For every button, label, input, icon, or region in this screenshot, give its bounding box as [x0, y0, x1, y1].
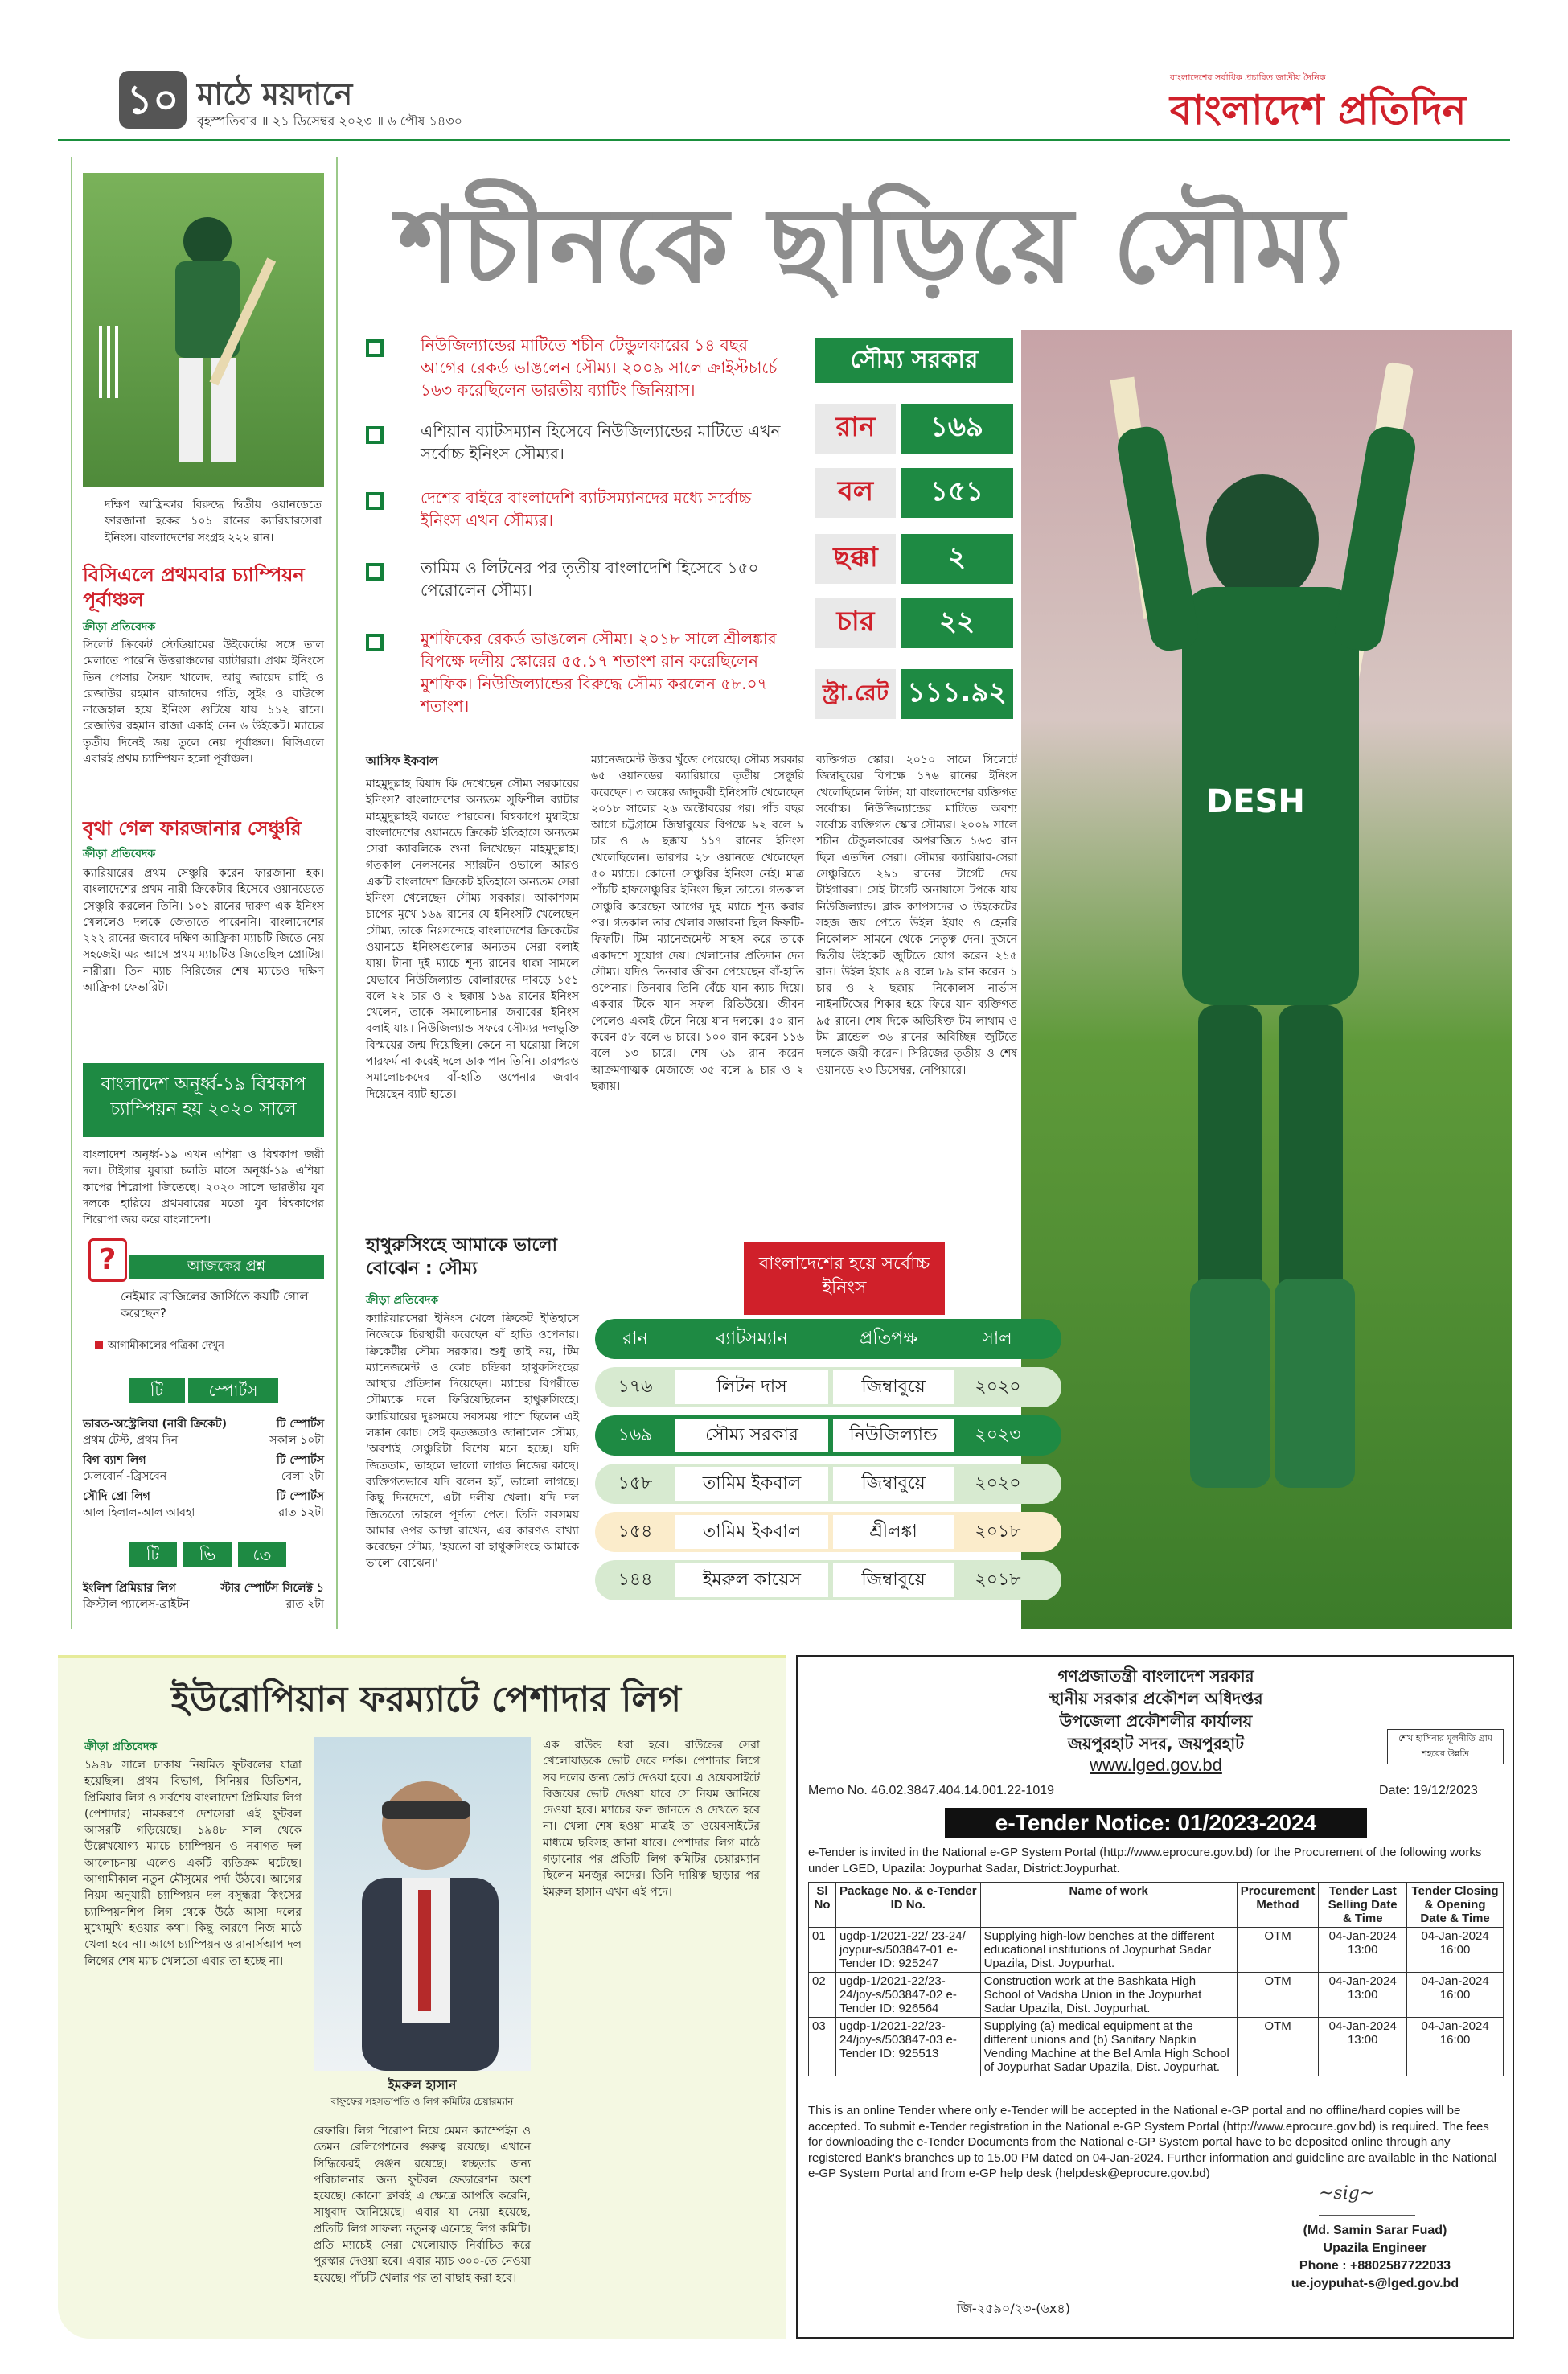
tender-slogan: শেখ হাসিনার মূলনীতি গ্রাম শহরের উন্নতি — [1387, 1729, 1504, 1764]
batsman: ইমরুল কায়েস — [675, 1563, 828, 1597]
issue-date: বৃহস্পতিবার ॥ ২১ ডিসেম্বর ২০২৩ ॥ ৬ পৌষ ১৪৩০ — [197, 113, 463, 129]
tv-time: রাত ২টা — [285, 1597, 324, 1611]
tv-program: প্রথম টেস্ট, প্রথম দিন — [83, 1433, 179, 1447]
left-photo — [83, 173, 324, 487]
th-selling: Tender Last Selling Date & Time — [1319, 1883, 1407, 1928]
tv-time: রাত ১২টা — [278, 1505, 324, 1519]
year: ২০১৮ — [975, 1569, 1021, 1590]
tv-channel: টি স্পোর্টস — [276, 1418, 324, 1431]
th-package: Package No. & e-Tender ID No. — [835, 1883, 980, 1928]
bottom-photo-caption: বাফুফের সহসভাপতি ও লিগ কমিটির চেয়ারম্যান — [330, 2096, 514, 2107]
sign-name: (Md. Samin Sarar Fuad) — [1303, 2224, 1447, 2237]
innings-row — [595, 1367, 1061, 1407]
highlight-5: মুশফিকের রেকর্ড ভাঙলেন সৌম্য। ২০১৮ সালে শ্রীলঙ্কার বিপক্ষে দলীয় স্কোরের ৫৫.১৭ শতাংশ রান করেছিলেন মুশফিক। নিউজিল্যান্ডের বিরুদ্ধে সৌম্য করলেন ৫৮.০৭ শতাংশ। — [421, 629, 777, 716]
article-byline: আসিফ ইকবাল — [366, 754, 439, 768]
stat-label: রান — [815, 404, 896, 454]
cell: Supplying (a) medical equipment at the different unions and (b) Sanitary Napkin Vending Machine at the Bel Amla High School of Joypurhat Sadar Upazila, Dist. Joypurhat. — [980, 2018, 1237, 2076]
year: ২০১৮ — [975, 1521, 1021, 1542]
u19-body: বাংলাদেশ অনূর্ধ্ব-১৯ এখন এশিয়া ও বিশ্বকাপ জয়ী দল। টাইগার যুবারা চলতি মাসে অনূর্ধ্ব-১৯ এশিয়া কাপের শিরোপা জিতেছে। ২০২০ সালে ভারতীয় যুব দলকে হারিয়ে প্রথমবারের মতো যুব বিশ্বকাপের শিরোপা জয় করে বাংলাদেশ। — [83, 1148, 324, 1227]
opponent: শ্রীলঙ্কা — [833, 1515, 954, 1549]
tender-dept: স্থানীয় সরকার প্রকৌশল অধিদপ্তর — [1049, 1689, 1263, 1708]
tender-date: Date: 19/12/2023 — [1379, 1784, 1478, 1797]
th-method: Procurement Method — [1237, 1883, 1319, 1928]
left-column-divider — [336, 157, 338, 1629]
tender-row — [809, 1928, 1504, 1973]
cell: ugdp-1/2021-22/23-24/joy-s/503847-03 e-Tender ID: 925513 — [835, 2018, 980, 2076]
quiz-note-text: আগামীকালের পত্রিকা দেখুন — [108, 1340, 224, 1352]
innings-header — [595, 1319, 1061, 1359]
story-bcl-title: বিসিএলে প্রথমবার চ্যাম্পিয়ন পূর্বাঞ্চল — [83, 564, 305, 612]
innings-row — [595, 1464, 1061, 1504]
stat-value: ১৫১ — [901, 468, 1013, 518]
story-bcl-byline: ক্রীড়া প্রতিবেদক — [83, 621, 156, 634]
sign-phone: Phone : +8802587722033 — [1299, 2259, 1451, 2273]
col-batsman: ব্যাটসম্যান — [716, 1328, 788, 1349]
left-column-frame — [71, 157, 72, 1629]
cell: Supplying high-low benches at the different educational institutions of Joypurhat Sadar Upazila, Dist. Joypurhat. — [980, 1928, 1237, 1973]
runs: ১৫৪ — [618, 1521, 653, 1542]
brand-tagline: বাংলাদেশের সর্বাধিক প্রচারিত জাতীয় দৈনিক — [1170, 72, 1326, 83]
tv-program: ইংলিশ প্রিমিয়ার লিগ — [83, 1582, 176, 1595]
bullet-square-icon — [366, 426, 384, 444]
tender-row — [809, 2018, 1504, 2076]
stat-label: বল — [815, 468, 896, 518]
runs: ১৭৬ — [618, 1376, 653, 1397]
signature: ~sig~ — [1319, 2183, 1415, 2216]
bottom-headline: ইউরোপিয়ান ফরম্যাটে পেশাদার লিগ — [171, 1679, 681, 1720]
tender-table-header — [809, 1883, 1504, 1928]
side-story-byline: ক্রীড়া প্রতিবেদক — [366, 1294, 439, 1307]
sign-title: Upazila Engineer — [1323, 2241, 1427, 2255]
tender-place: জয়পুরহাট সদর, জয়পুরহাট — [1067, 1734, 1245, 1753]
bottom-byline: ক্রীড়া প্রতিবেদক — [84, 1740, 158, 1753]
innings-row — [595, 1560, 1061, 1600]
runs: ১৫৮ — [618, 1472, 653, 1493]
tv-tab-2: স্পোর্টস — [188, 1378, 278, 1403]
col-runs: রান — [622, 1328, 648, 1349]
tv-tab-3: টি — [129, 1542, 177, 1567]
article-col-1: মাহমুদুল্লাহ রিয়াদ কি দেখেছেন সৌম্য সরকারের ইনিংস? বাংলাদেশের অন্যতম সুফিশীল ব্যাটার মাহমুদুল্লাহই বলতে পারবেন। বিশ্বকাপে মুম্বাইয়ে বাংলাদেশের ওয়ানডে ক্রিকেট ইতিহাসে অন্যতম সেরা ক্যাবলিকে শুনা লিখেছেন মাহমুদুল্লাহ। গতকাল নেলসনের স্যাক্সটন ওভালে আরও একটি বাংলাদেশ ক্রিকেট ইতিহাসে অন্যতম সেরা ইনিংস খেলেছেন সৌম্য সরকার। আকাশসম চাপের মুখে ১৬৯ রানের যে ইনিংসটি খেলেছেন সৌম্য, তাকে নিঃসন্দেহে বাংলাদেশের ক্রিকেটের ওয়ানডে ইনিংসগুলোর অন্যতম সেরা বলাই যায়। টানা দুই ম্যাচে শূন্য রানের ধাক্কা সামলে যেভাবে নিউজিল্যান্ড বোলারদের দাবড়ে ১৫১ বলে ২২ চার ও ২ ছক্কায় ১৬৯ রানের ইনিংস খেলেন, তাকে সমালোচনার জবাবের ইনিংস বলাই যায়। নিউজিল্যান্ড সফরে সৌম্যর দলভুক্তি বিস্ময়ের জন্ম দিয়েছিল। কেনে না ঘরোয়া লিগে পারফর্ম না করেই দলে ডাক পান তিনি। তারপরও সমালোচকদের বাঁ-হাতি ওপেনার জবাব দিয়েছেন ব্যাট হাতে। — [366, 778, 579, 1101]
cell: 04-Jan-2024 16:00 — [1407, 2018, 1504, 2076]
tv-time: সকাল ১০টা — [269, 1433, 324, 1447]
cell: OTM — [1237, 1928, 1319, 1973]
story-farjana-byline: ক্রীড়া প্রতিবেদক — [83, 848, 156, 860]
story-bcl-body: সিলেট ক্রিকেট স্টেডিয়ামের উইকেটের সঙ্গে তাল মেলাতে পারেনি উত্তরাঞ্চলের ব্যাটাররা। প্রথম ইনিংসে তিন পেসার সৈয়দ খালেদ, আবু জায়েদ রাহি ও রেজাউর রহমান রাজাদের গতি, সুইং ও বাউন্সে নাজেহাল হয়ে ইনিংস গুটিয়ে যায় ১১২ রানে। রেজাউর রহমান রাজা একাই নেন ৬ উইকেট। ম্যাচের তৃতীয় দিনেই জয় তুলে নেয় পূর্বাঞ্চল। বিসিএলে এবারই প্রথম চ্যাম্পিয়ন হলো পূর্বাঞ্চল। — [83, 639, 324, 766]
stat-label: চার — [815, 598, 896, 648]
tv-tab-4: ভি — [183, 1542, 232, 1567]
tender-intro: e-Tender is invited in the National e-GP System Portal (http://www.eprocure.gov.bd) for the Procurement of the following works under LGED, Upazila: Joypurhat Sadar, District:Joypurhat. — [808, 1846, 1482, 1875]
opponent: জিম্বাবুয়ে — [833, 1370, 954, 1404]
tv-channel: স্টার স্পোর্টস সিলেক্ট ১ — [220, 1582, 324, 1595]
left-photo-caption: দক্ষিণ আফ্রিকার বিরুদ্ধে দ্বিতীয় ওয়ানডেতে ফারজানা হকের ১০১ রানের ক্যারিয়ারসেরা ইনিংস। বাংলাদেশের সংগ্রহ ২২২ রান। — [105, 499, 322, 544]
brand-logo: বাংলাদেশ প্রতিদিন — [1170, 87, 1467, 133]
tender-memo: Memo No. 46.02.3847.404.14.001.22-1019 — [808, 1784, 1055, 1797]
innings-row — [595, 1415, 1061, 1456]
cell: 01 — [809, 1928, 836, 1973]
tv-program: সৌদি প্রো লিগ — [83, 1490, 150, 1504]
quiz-icon: ? — [88, 1238, 127, 1282]
stat-value: ২২ — [901, 598, 1013, 648]
tv-tab-1: টি — [129, 1378, 185, 1403]
cell: 04-Jan-2024 13:00 — [1319, 1973, 1407, 2018]
batsman: তামিম ইকবাল — [675, 1515, 828, 1549]
stat-label: স্ট্রা.রেট — [815, 669, 896, 719]
quiz-note — [95, 1338, 224, 1355]
bullet-square-icon — [366, 492, 384, 510]
tender-table — [808, 1882, 1504, 2076]
tender-website[interactable]: www.lged.gov.bd — [1090, 1755, 1222, 1775]
u19-box: বাংলাদেশ অনূর্ধ্ব-১৯ বিশ্বকাপ চ্যাম্পিয়ন হয় ২০২০ সালে — [83, 1063, 324, 1137]
header-divider — [58, 139, 1510, 141]
cricketer-photo-art — [83, 173, 324, 487]
bottom-photo-name: ইমরুল হাসান — [388, 2077, 457, 2093]
year: ২০২০ — [975, 1376, 1021, 1397]
red-square-icon — [95, 1341, 103, 1349]
bottom-col-1: ১৯৪৮ সালে ঢাকায় নিয়মিত ফুটবলের যাত্রা হয়েছিল। প্রথম বিভাগ, সিনিয়র ডিভিশন, প্রিমিয়ার লিগ ও সর্বশেষ বাংলাদেশ প্রিমিয়ার লিগ (পেশাদার) নামকরণে দেশসেরা এই ফুটবল আসরটি গড়িয়েছে। ১৯৪৮ সাল থেকে উল্লেখযোগ্য ম্যাচে চ্যাম্পিয়ন ও নবাগত দল আলোচনায় এলেও একটি ব্যতিক্রম ঘটেছে। আগামীকাল নতুন মৌসুমের পর্দা উঠবে। আগের নিয়ম অনুযায়ী চ্যাম্পিয়ন দল বসুন্ধরা কিংসের চ্যাম্পিয়নশিপ লিগ থেকে উঠে আসা দলের মুখোমুখি হওয়ার কথা। কিছু কারণে নিজ মাঠে খেলা হবে না। আগে চ্যাম্পিয়ন ও রানার্সআপ দল লিগের শেষ ম্যাচ খেলতো এবার তা হচ্ছে না। — [84, 1759, 302, 1968]
bullet-square-icon — [366, 634, 384, 651]
cell: ugdp-1/2021-22/ 23-24/ joypur-s/503847-01 e-Tender ID: 925247 — [835, 1928, 980, 1973]
side-story-body: ক্যারিয়ারসেরা ইনিংস খেলে ক্রিকেট ইতিহাসে নিজেকে চিরস্থায়ী করেছেন বাঁ হাতি ওপেনার। ক্রিকেটীয় সৌম্য সরকার। শুধু তাই নয়, টিম ম্যানেজমেন্ট ও কোচ চন্ডিকা হাথুরুসিংহের আস্থার প্রতিদান দিয়েছেন। ম্যাচের বিপরীতে সৌম্যকে দলে ফিরিয়েছিলেন হাথুরুসিংহে। ক্যারিয়ারের দুঃসময়ে সবসময় পাশে ছিলেন এই লঙ্কান কোচ। সেই কৃতজ্ঞতাও জানালেন সৌম্য, 'অবশ্যই সেঞ্চুরিটা বিশেষ মনে হচ্ছে। যদি জিততাম, তাহলে ভালো লাগত নিজের কাছে। ব্যক্তিগতভাবে যদি বলেন হ্যাঁ, ভালো লাগছে। কিছু দিনদেশে, এটা দলীয় খেলা। যদি দল জিততো তাহলে পূর্ণতা পেত। তিনি সবসময় আমার ওপর আস্থা রাখেন, এর কারণও বাখ্যা করেছেন সৌম্য, 'হয়তো বা হাথুরুসিংহে আমাকে ভালো বোঝেন।' — [366, 1312, 579, 1571]
highlight-3: দেশের বাইরে বাংলাদেশি ব্যাটসম্যানদের মধ্যে সর্বোচ্চ ইনিংস এখন সৌম্যর। — [421, 488, 752, 530]
tender-office: উপজেলা প্রকৌশলীর কার্যালয় — [1059, 1711, 1253, 1731]
tv-tab-5: তে — [238, 1542, 286, 1567]
tv-program: আল হিলাল-আল আবহা — [83, 1505, 195, 1519]
opponent: জিম্বাবুয়ে — [833, 1467, 954, 1501]
col-opponent: প্রতিপক্ষ — [860, 1328, 917, 1349]
page-number-badge: ১০ — [119, 71, 187, 129]
batsman: সৌম্য সরকার — [675, 1419, 828, 1452]
cell: 04-Jan-2024 16:00 — [1407, 1973, 1504, 2018]
section-title: মাঠে ময়দানে — [197, 76, 353, 112]
stat-value: ২ — [901, 534, 1013, 584]
tv-program: ভারত-অস্ট্রেলিয়া (নারী ক্রিকেট) — [83, 1418, 228, 1431]
highlight-1: নিউজিল্যান্ডের মাটিতে শচীন টেন্ডুলকারের ১৪ বছর আগের রেকর্ড ভাঙলেন সৌম্য। ২০০৯ সালে ক্রাইস্টচার্চে ১৬৩ করেছিলেন ভারতীয় ব্যাটিং জিনিয়াস। — [421, 335, 778, 400]
tender-note: This is an online Tender where only e-Tender will be accepted in the National e-GP portal and no offline/hard copies will be accepted. To submit e-Tender registration in the National e-GP System Portal (http://www.eprocure.gov.bd) is required. The fees for downloading the e-Tender Documents from the National e-GP System portal have to be deposited online through any registered Bank's branches up to 15.00 PM dated on 04-Jan-2024. Further information and guideline are available in the National e-GP System Portal and from e-GP help desk (helpdesk@eprocure.gov.bd) — [808, 2104, 1496, 2180]
tender-title: e-Tender Notice: 01/2023-2024 — [945, 1808, 1367, 1838]
stat-value: ১৬৯ — [901, 404, 1013, 454]
bottom-col-3: এক রাউন্ড ধরা হবে। রাউন্ডের সেরা খেলোয়াড়কে ভোট দেবে দর্শক। পেশাদার লিগে সব দলের জন্য ভোট দেওয়া হবে। এ ওয়েবসাইটে বিজয়ের ভোট দেওয়া যাবে সে নিয়ম জানিয়ে দেওয়া হবে। ম্যাচের ফল জানতে ও দেখতে হবে না। খেলা শেষ হওয়া মাত্রই তা ওয়েবসাইটের মাধ্যমে ছবিসহ জানা যাবে। পেশাদার লিগ মাঠে গড়ানোর পর প্রতিটি লিগ কমিটির চেয়ারম্যান ছিলেন মনজুর কাদের। তিনি দায়িত্ব ছাড়ার পর ইমরুল হাসান এখন এই পদে। — [543, 1739, 760, 1899]
bullet-square-icon — [366, 563, 384, 581]
story-farjana-title: বৃথা গেল ফারজানার সেঞ্চুরি — [83, 817, 302, 840]
innings-row — [595, 1512, 1061, 1552]
speaker-photo-art — [314, 1737, 531, 2071]
article-col-3: ব্যক্তিগত স্কোর। ২০১০ সালে সিলেটে জিম্বাবুয়ের বিপক্ষে ১৭৬ রানের ইনিংস খেলেছিলেন লিটন; যা বাংলাদেশের ব্যক্তিগত সর্বোচ্চ। নিউজিল্যান্ডের মাটিতে অবশ্য সর্বোচ্চ ব্যক্তিগত স্কোর সৌম্যর। ২০০৯ সালে শচীন টেন্ডুলকারের অপরাজিত ১৬৩ রান ছিল এতদিন সেরা। সৌম্যর ক্যারিয়ার-সেরা সেঞ্চুরিতে ২৯১ রানের টার্গেট দেয় টাইগাররা। সেই টার্গেট অনায়াসে টপকে যায় নিউজিল্যান্ড। ব্লাক ক্যাপসদের ৩ উইকেটের সহজ জয় পেতে উইল ইয়াং ও হেনরি নিকোলস সামনে থেকে নেতৃত্ব দেন। দুজনে দ্বিতীয় উইকেট জুটিতে যোগ করেন ২১৫ রান। উইল ইয়াং ৯৪ বলে ৮৯ রান করেন ১ চার ও ২ ছক্কায়। নিকোলস নার্ভাস নাইনটিজের শিকার হয়ে ফিরে যান ব্যক্তিগত ৯৫ রানে। শেষ দিকে অভিষিক্ত টম লাথাম ও টম ব্লান্ডেল ৩৬ রানের অবিচ্ছিন্ন জুটিতে দলকে জয়ী করেন। সিরিজের তৃতীয় ও শেষ ওয়ানডে ২৩ ডিসেম্বর, নেপিয়ারে। — [816, 754, 1017, 1077]
opponent: নিউজিল্যান্ড — [833, 1419, 954, 1452]
tender-row — [809, 1973, 1504, 2018]
th-closing: Tender Closing & Opening Date & Time — [1407, 1883, 1504, 1928]
tv-program: বিগ ব্যাশ লিগ — [83, 1454, 146, 1468]
cell: OTM — [1237, 1973, 1319, 2018]
batsman: লিটন দাস — [675, 1370, 828, 1404]
tv-schedule-2 — [83, 1581, 324, 1612]
tv-schedule-1 — [83, 1417, 324, 1522]
side-story-title: হাথুরুসিংহে আমাকে ভালো বোঝেন : সৌম্য — [366, 1235, 557, 1279]
bottom-photo — [314, 1737, 531, 2071]
opponent: জিম্বাবুয়ে — [833, 1563, 954, 1597]
tv-channel: টি স্পোর্টস — [276, 1454, 324, 1468]
sign-email[interactable]: ue.joypuhat-s@lged.gov.bd — [1291, 2277, 1459, 2290]
cell: 04-Jan-2024 16:00 — [1407, 1928, 1504, 1973]
cell: OTM — [1237, 2018, 1319, 2076]
col-year: সাল — [982, 1328, 1012, 1349]
cell: 04-Jan-2024 13:00 — [1319, 1928, 1407, 1973]
quiz-label: আজকের প্রশ্ন — [129, 1255, 324, 1279]
cell: 03 — [809, 2018, 836, 2076]
stats-title: সৌম্য সরকার — [815, 338, 1013, 383]
cricketer-celebration-art — [1021, 330, 1512, 1629]
ad-code: জি-২৫৯০/২৩-(৬x৪) — [957, 2301, 1070, 2316]
svg-text:DESH: DESH — [1206, 783, 1305, 820]
year: ২০২০ — [975, 1472, 1021, 1493]
bullet-square-icon — [366, 339, 384, 357]
stat-value: ১১১.৯২ — [901, 669, 1013, 719]
runs: ১৪৪ — [618, 1569, 653, 1590]
highlight-4: তামিম ও লিটনের পর তৃতীয় বাংলাদেশি হিসেবে ১৫০ পেরোলেন সৌম্য। — [421, 558, 759, 600]
batsman: তামিম ইকবাল — [675, 1467, 828, 1501]
cell: Construction work at the Bashkata High School of Vadsha Union in the Joypurhat Sadar Upazila, Dist. Joypurhat. — [980, 1973, 1237, 2018]
innings-title: বাংলাদেশের হয়ে সর্বোচ্চ ইনিংস — [744, 1242, 945, 1315]
tv-program: মেলবোর্ন -ব্রিসবেন — [83, 1469, 167, 1483]
story-farjana-body: ক্যারিয়ারের প্রথম সেঞ্চুরি করেন ফারজানা হক। বাংলাদেশের প্রথম নারী ক্রিকেটার হিসেবে ওয়ানডেতে সেঞ্চুরি করলেন তিনি। ১০১ রানের দারুণ এক ইনিংস খেললেও দলকে জেতাতে পারেননি। বাংলাদেশের ২২২ রানের জবাবে দক্ষিণ আফ্রিকা ম্যাচটি জিতে নেয় সহজেই। এর আগে প্রথম ম্যাচটিও জিতেছিল প্রোটিয়া নারীরা। তিন ম্যাচ সিরিজের শেষ ম্যাচেও দক্ষিণ আফ্রিকা ফেভারিট। — [83, 867, 324, 995]
cell: 04-Jan-2024 13:00 — [1319, 2018, 1407, 2076]
tv-time: বেলা ২টা — [281, 1469, 324, 1483]
highlight-2: এশিয়ান ব্যাটসম্যান হিসেবে নিউজিল্যান্ডের মাটিতে এখন সর্বোচ্চ ইনিংস সৌম্যর। — [421, 421, 781, 463]
tv-channel: টি স্পোর্টস — [276, 1490, 324, 1504]
runs: ১৬৯ — [618, 1424, 653, 1445]
hero-photo — [1021, 330, 1512, 1629]
stat-label: ছক্কা — [815, 534, 896, 584]
th-work: Name of work — [980, 1883, 1237, 1928]
year: ২০২৩ — [975, 1424, 1021, 1445]
cell: 02 — [809, 1973, 836, 2018]
main-headline: শচীনকে ছাড়িয়ে সৌম্য — [398, 184, 1346, 306]
article-col-2: ম্যানেজমেন্ট উত্তর খুঁজে পেয়েছে। সৌম্য সরকার ৬৫ ওয়ানডের ক্যারিয়ারে তৃতীয় সেঞ্চুরি করেছেন। ৩ অঙ্কের জাদুকরী ইনিংসটি খেলেছেন ২০১৮ সালের ২৬ অক্টোবরের পর। পাঁচ বছর আগে চট্টগ্রামে জিম্বাবুয়ের বিপক্ষে ৯২ বলে ৯ চার ও ৬ ছক্কায় ১১৭ রানের ইনিংস খেলেছিলেন। তারপর ২৮ ওয়ানডে খেলেছেন ৫০ ম্যাচে। কোনো সেঞ্চুরির ইনিংস নেই। মাত্র পাঁচটি হাফসেঞ্চুরির ইনিংস ছিল তাতে। গতকাল সেঞ্চুরি করেছেন আগের দুই ম্যাচে শূন্য করার পর। গতকাল তার খেলার সম্ভাবনা ছিল ফিফটি-ফিফটি। টিম ম্যানেজমেন্ট সাহস করে তাকে একাদশে সুযোগ দেয়। খেলানোর প্রতিদান দেন সৌম্য। যদিও তিনবার জীবন পেয়েছেন বাঁ-হাতি ওপেনার। তিনবার তিনি বেঁচে যান ক্যাচ দিয়ে। একবার টিকে যান সফল রিভিউয়ে। জীবন পেলেও একাই টেনে নিয়ে যান দলকে। ৫০ রান করেন ৫৮ বলে ৬ চারে। ১০০ রান করেন ১১৬ বলে ১৩ চারে। শেষ ৬৯ রান করেন আক্রমণাত্মক মেজাজে ৩৫ বলে ৯ চার ও ২ ছক্কায়। — [591, 754, 804, 1093]
th-sl: Sl No — [809, 1883, 836, 1928]
quiz-question: নেইমার ব্রাজিলের জার্সিতে কয়টি গোল করেছেন? — [121, 1289, 309, 1320]
tv-program: ক্রিস্টাল প্যালেস-ব্রাইটন — [83, 1597, 190, 1611]
bottom-col-2: রেফারি। লিগ শিরোপা নিয়ে মেমন ক্যাম্পেইন ও তেমন রেলিগেশনের গুরুত্ব রয়েছে। এখানে সিদ্ধিকেরই গুঞ্জন রয়েছে। স্বচ্ছতার জন্য পরিচালনার জন্য ফুটবল ফেডারেশন অংশ হয়েছে। কোনো ক্লাবই এ ক্ষেত্রে আপত্তি করেনি, সাধুবাদ জানিয়েছে। এবার যা নেয়া হয়েছে, প্রতিটি লিগ সাফল্য নতুনত্ব এনেছে লিগ কমিটি। প্রতি ম্যাচেই সেরা খেলোয়াড় নির্বাচিত করে পুরস্কার দেওয়া হবে। এবার ম্যাচ ৩০০-তে নেওয়া হয়েছে। পাঁচটি খেলার পর তা বাছাই করা হবে। — [314, 2125, 531, 2285]
cell: ugdp-1/2021-22/23-24/joy-s/503847-02 e-Tender ID: 926564 — [835, 1973, 980, 2018]
tender-gov: গণপ্রজাতন্ত্রী বাংলাদেশ সরকার — [1057, 1666, 1254, 1686]
